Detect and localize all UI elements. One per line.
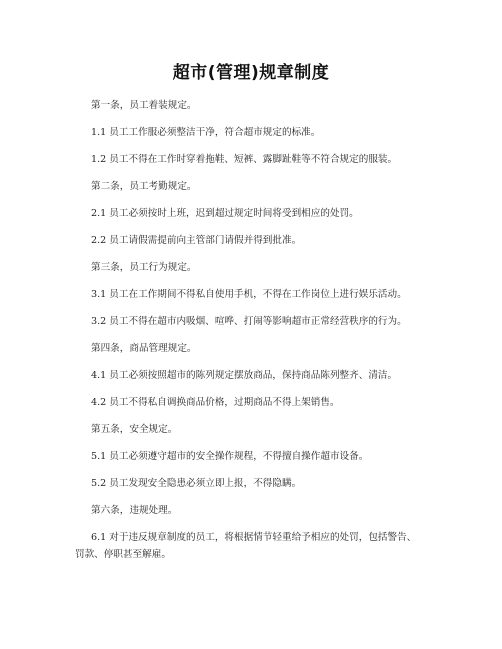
paragraph-3-2: 3.2 员工不得在超市内吸烟、喧哗、打闹等影响超市正常经营秩序的行为。 xyxy=(91,316,407,327)
paragraph-4-2: 4.2 员工不得私自调换商品价格，过期商品不得上架销售。 xyxy=(91,397,340,408)
paragraph-2-2: 2.2 员工请假需提前向主管部门请假并得到批准。 xyxy=(91,235,302,246)
paragraph-6-1-line-1: 6.1 对于违反规章制度的员工，将根据情节轻重给予相应的处罚，包括警告、 xyxy=(91,532,417,543)
document-title: 超市(管理)规章制度 xyxy=(172,63,330,83)
paragraph-article-2: 第二条，员工考勤规定。 xyxy=(91,181,197,192)
paragraph-2-1: 2.1 员工必须按时上班，迟到超过规定时间将受到相应的处罚。 xyxy=(91,208,359,219)
paragraph-article-3: 第三条，员工行为规定。 xyxy=(91,262,197,273)
paragraph-article-6: 第六条，违规处理。 xyxy=(91,505,178,516)
paragraph-1-1: 1.1 员工工作服必须整洁干净，符合超市规定的标准。 xyxy=(91,127,321,138)
paragraph-4-1: 4.1 员工必须按照超市的陈列规定摆放商品，保持商品陈列整齐、清洁。 xyxy=(91,370,398,381)
paragraph-article-5: 第五条，安全规定。 xyxy=(91,424,178,435)
paragraph-3-1: 3.1 员工在工作期间不得私自使用手机，不得在工作岗位上进行娱乐活动。 xyxy=(91,289,407,300)
paragraph-6-1-line-2: 罚款、停职甚至解雇。 xyxy=(75,549,171,560)
paragraph-6-1-continuation xyxy=(75,546,502,563)
paragraph-6-1 xyxy=(91,529,502,546)
paragraph-article-4: 第四条，商品管理规定。 xyxy=(91,343,197,354)
paragraph-5-1: 5.1 员工必须遵守超市的安全操作规程，不得擅自操作超市设备。 xyxy=(91,451,369,462)
paragraph-article-1: 第一条，员工着装规定。 xyxy=(91,100,197,111)
paragraph-5-2: 5.2 员工发现安全隐患必须立即上报，不得隐瞒。 xyxy=(91,478,302,489)
paragraph-1-2: 1.2 员工不得在工作时穿着拖鞋、短裤、露脚趾鞋等不符合规定的服装。 xyxy=(91,154,398,165)
